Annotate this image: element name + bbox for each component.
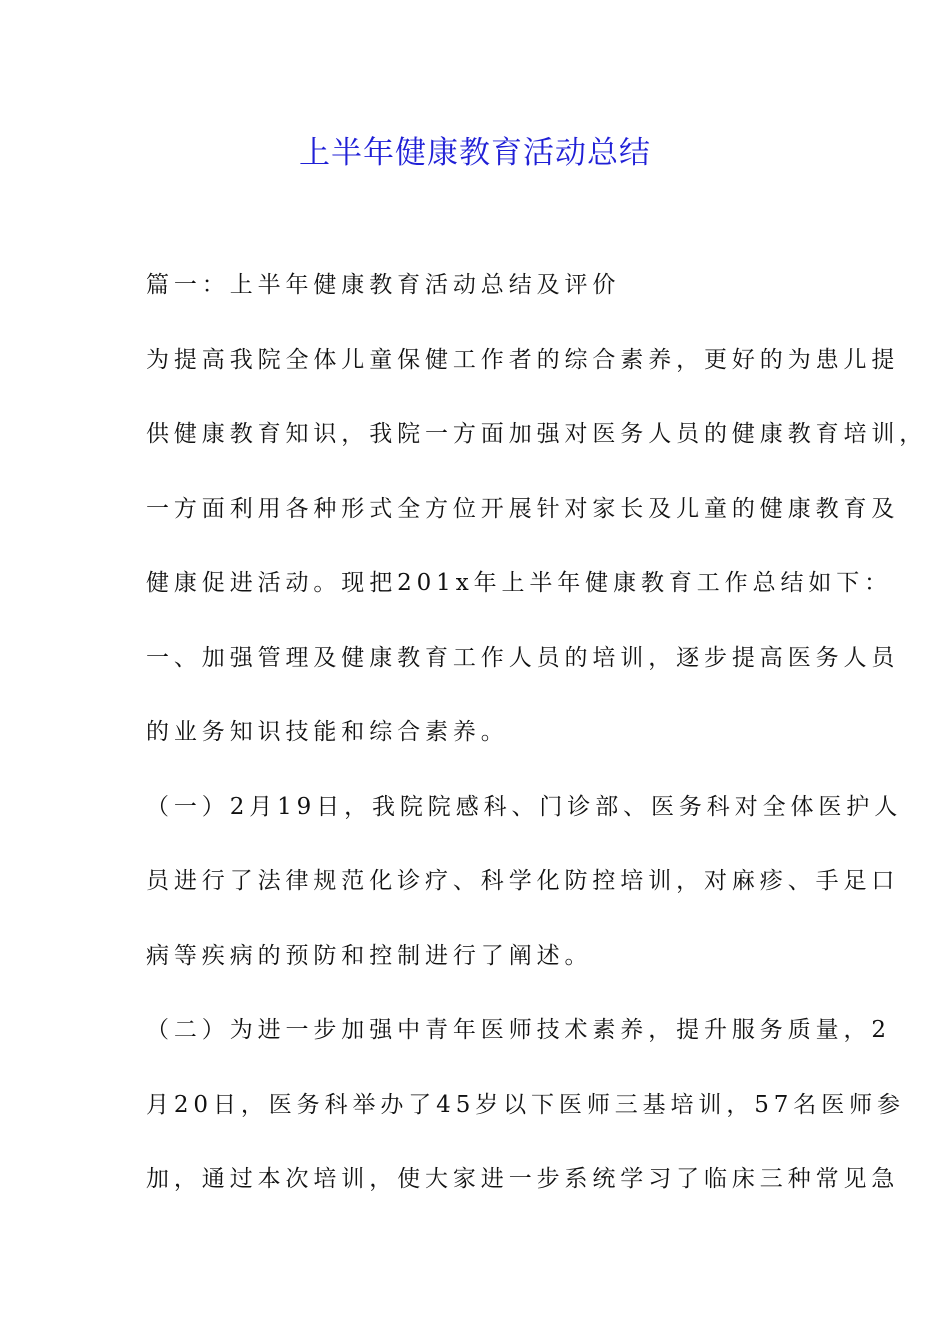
- paragraph-line: 病等疾病的预防和控制进行了阐述。: [146, 942, 593, 969]
- paragraph-line: （二）为进一步加强中青年医师技术素养，提升服务质量，2: [146, 1017, 891, 1043]
- document-body: [146, 262, 928, 1231]
- paragraph-line: 一、加强管理及健康教育工作人员的培训，逐步提高医务人员: [146, 644, 900, 671]
- paragraph-line: （一）2月19日，我院院感科、门诊部、医务科对全体医护人: [146, 793, 903, 820]
- paragraph-line: 月20日，医务科举办了45岁以下医师三基培训，57名医师参: [146, 1091, 905, 1118]
- section-heading: 篇一：上半年健康教育活动总结及评价: [146, 272, 621, 298]
- paragraph-line: 加，通过本次培训，使大家进一步系统学习了临床三种常见急: [146, 1166, 900, 1192]
- paragraph-line: 健康促进活动。现把201x年上半年健康教育工作总结如下：: [146, 570, 893, 596]
- paragraph-line: 员进行了法律规范化诊疗、科学化防控培训，对麻疹、手足口: [146, 868, 900, 894]
- document-title: 上半年健康教育活动总结: [299, 135, 651, 171]
- paragraph-line: 一方面利用各种形式全方位开展针对家长及儿童的健康教育及: [146, 495, 900, 522]
- paragraph-line: 为提高我院全体儿童保健工作者的综合素养，更好的为患儿提: [146, 346, 900, 373]
- paragraph-line: 供健康教育知识，我院一方面加强对医务人员的健康教育培训，: [146, 421, 928, 447]
- paragraph-line: 的业务知识技能和综合素养。: [146, 719, 509, 745]
